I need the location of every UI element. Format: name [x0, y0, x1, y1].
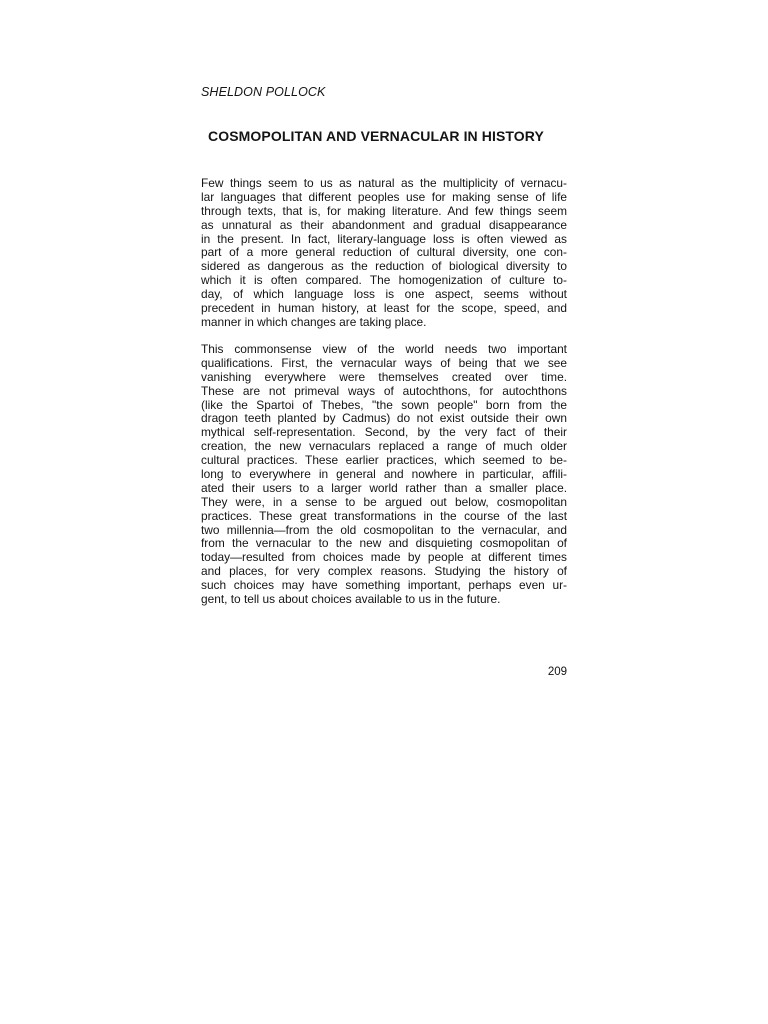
text-line: today—resulted from choices made by people at different times [201, 550, 567, 565]
text-line: dragon teeth planted by Cadmus) do not exist outside their own [201, 411, 567, 426]
text-line: precedent in human history, at least for the scope, speed, and [201, 301, 567, 316]
text-line: (like the Spartoi of Thebes, "the sown people" born from the [201, 397, 567, 412]
author-name: SHELDON POLLOCK [201, 85, 326, 99]
text-line: qualifications. First, the vernacular ways of being that we see [201, 355, 567, 370]
text-line: This commonsense view of the world needs two important [201, 342, 567, 356]
text-line: They were, in a sense to be argued out below, cosmopolitan [201, 494, 567, 509]
text-line: Few things seem to us as natural as the multiplicity of vernacu- [201, 176, 567, 190]
text-line: through texts, that is, for making literature. And few things seem [201, 203, 567, 218]
text-line: lar languages that different peoples use for making sense of life [201, 189, 567, 204]
text-line: practices. These great transformations in the course of the last [201, 508, 567, 523]
text-line: and places, for very complex reasons. Studying the history of [201, 564, 567, 579]
text-line: such choices may have something important, perhaps even ur- [201, 578, 567, 593]
text-line: from the vernacular to the new and disquieting cosmopolitan of [201, 536, 567, 551]
text-line: ated their users to a larger world rather than a smaller place. [201, 480, 567, 495]
text-line: These are not primeval ways of autochthons, for autochthons [201, 383, 567, 398]
page-number: 209 [547, 666, 567, 678]
text-line: which it is often compared. The homogenization of culture to- [201, 273, 567, 288]
article-title: COSMOPOLITAN AND VERNACULAR IN HISTORY [208, 128, 544, 144]
paragraph-2 [201, 343, 567, 607]
text-line: part of a more general reduction of cultural diversity, one con- [201, 245, 567, 260]
paragraph-1 [201, 177, 567, 330]
text-line: vanishing everywhere were themselves created over time. [201, 369, 567, 384]
text-line: sidered as dangerous as the reduction of biological diversity to [201, 259, 567, 274]
text-line: as unnatural as their abandonment and gradual disappearance [201, 217, 567, 232]
text-line: day, of which language loss is one aspect, seems without [201, 287, 567, 302]
text-line: gent, to tell us about choices available to us in the future. [201, 592, 501, 607]
text-line: creation, the new vernaculars replaced a range of much older [201, 439, 567, 454]
text-line: manner in which changes are taking place. [201, 314, 427, 329]
text-line: cultural practices. These earlier practices, which seemed to be- [201, 453, 567, 468]
text-line: mythical self-representation. Second, by the very fact of their [201, 425, 567, 440]
text-line: in the present. In fact, literary-language loss is often viewed as [201, 231, 567, 246]
text-line: long to everywhere in general and nowhere in particular, affili- [201, 467, 567, 482]
text-line: two millennia—from the old cosmopolitan to the vernacular, and [201, 522, 567, 537]
